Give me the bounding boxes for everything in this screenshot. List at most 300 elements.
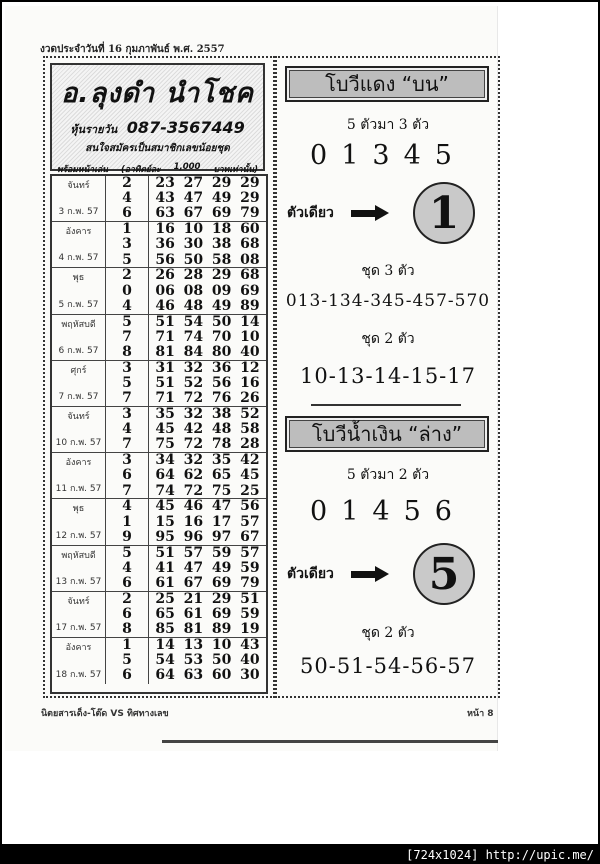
lower-single-row	[287, 543, 487, 605]
row-digit: 6	[122, 605, 132, 622]
number-value: 69	[240, 282, 260, 299]
table-row	[149, 222, 266, 237]
day-cell	[52, 176, 106, 221]
day-date: 18 ก.พ. 57	[55, 670, 102, 681]
row-digit: 6	[122, 467, 132, 484]
number-value: 65	[155, 605, 175, 622]
number-value: 75	[211, 482, 232, 499]
number-value: 35	[155, 405, 175, 422]
number-value: 64	[155, 667, 175, 684]
number-value: 42	[183, 421, 204, 438]
number-value: 61	[155, 574, 175, 591]
number-value: 30	[240, 667, 260, 684]
number-value: 52	[240, 405, 260, 422]
row-digit: 7	[122, 482, 132, 499]
lower-set2-label: ชุด 2 ตัว	[361, 625, 415, 641]
table-group	[52, 268, 266, 314]
row-digit: 4	[122, 498, 132, 515]
row-digit: 3	[122, 359, 132, 376]
number-value: 72	[183, 390, 204, 407]
number-value: 31	[155, 359, 175, 376]
number-value: 48	[211, 421, 232, 438]
row-digit: 9	[122, 528, 132, 545]
table-row	[149, 622, 266, 637]
day-cell	[52, 638, 106, 684]
number-value: 32	[183, 452, 204, 469]
number-value: 34	[155, 452, 175, 469]
table-row	[149, 546, 266, 561]
number-value: 56	[155, 251, 175, 268]
numbers-cell	[149, 315, 266, 360]
digit-cell	[106, 268, 149, 313]
right-arrow-icon	[351, 567, 391, 581]
number-value: 52	[183, 374, 204, 391]
number-value: 40	[240, 343, 260, 360]
number-value: 21	[183, 590, 204, 607]
digit-cell	[106, 546, 149, 591]
day-cell	[52, 546, 106, 591]
table-group	[52, 361, 266, 407]
number-value: 35	[211, 452, 232, 469]
number-value: 78	[211, 436, 232, 453]
table-group	[52, 592, 266, 638]
number-value: 14	[240, 313, 260, 330]
ad-line4-c: 1,000	[173, 162, 201, 172]
number-value: 32	[183, 359, 204, 376]
day-name: จันทร์	[67, 411, 90, 422]
day-date: 12 ก.พ. 57	[55, 530, 102, 541]
number-value: 69	[211, 605, 232, 622]
row-digit: 1	[122, 636, 132, 653]
lower-set2: 50-51-54-56-57	[300, 654, 476, 678]
table-row	[149, 191, 266, 206]
digit-cell	[106, 499, 149, 544]
number-value: 63	[155, 205, 175, 222]
footer-publication: นิตยสารเด็ง-โต๊ด VS ทิศทางเลข	[41, 709, 169, 719]
number-value: 16	[240, 374, 260, 391]
table-group	[52, 453, 266, 499]
ad-title: อ.ลุงดำ นำโชค	[61, 78, 254, 109]
table-group	[52, 499, 266, 545]
table-row	[149, 176, 266, 191]
number-value: 38	[211, 405, 232, 422]
number-value: 71	[155, 328, 175, 345]
ad-line4-d: บาทเท่านั้น)	[213, 165, 258, 175]
number-value: 61	[183, 605, 204, 622]
table-row	[149, 284, 266, 299]
footer-page-number: หน้า 8	[467, 709, 494, 719]
number-value: 47	[183, 559, 204, 576]
day-cell	[52, 453, 106, 498]
number-value: 46	[155, 297, 175, 314]
number-value: 28	[183, 267, 204, 284]
table-group	[52, 176, 266, 222]
number-value: 68	[240, 267, 260, 284]
day-cell	[52, 315, 106, 360]
table-row	[149, 422, 266, 437]
table-group	[52, 222, 266, 268]
row-digit: 6	[122, 574, 132, 591]
page-edge-shadow	[162, 740, 498, 743]
number-value: 48	[183, 297, 204, 314]
number-value: 59	[240, 605, 260, 622]
table-row	[149, 468, 266, 483]
number-value: 43	[155, 190, 175, 207]
row-digit: 7	[122, 328, 132, 345]
number-value: 89	[211, 621, 232, 638]
number-value: 29	[240, 190, 260, 207]
number-value: 51	[155, 374, 175, 391]
number-value: 60	[240, 221, 260, 238]
number-value: 30	[183, 236, 204, 253]
scanned-page	[5, 6, 498, 751]
table-row	[149, 299, 266, 314]
upper-digits: 01345	[310, 140, 466, 171]
upper-set3: 013-134-345-457-570	[285, 291, 491, 311]
number-value: 64	[155, 467, 175, 484]
day-cell	[52, 222, 106, 267]
row-digit: 4	[122, 190, 132, 207]
image-frame	[2, 2, 598, 844]
table-row	[149, 453, 266, 468]
number-value: 81	[155, 343, 175, 360]
number-value: 45	[155, 421, 175, 438]
number-value: 49	[211, 559, 232, 576]
table-row	[149, 484, 266, 499]
number-value: 09	[211, 282, 232, 299]
number-value: 72	[183, 436, 204, 453]
numbers-cell	[149, 546, 266, 591]
number-value: 70	[211, 328, 232, 345]
number-value: 54	[155, 652, 175, 669]
number-value: 13	[183, 636, 204, 653]
digit-cell	[106, 592, 149, 637]
number-value: 50	[183, 251, 204, 268]
number-value: 45	[240, 467, 260, 484]
row-digit: 3	[122, 452, 132, 469]
watermark: [724x1024] http://upic.me/	[406, 848, 594, 862]
number-value: 67	[183, 574, 204, 591]
number-value: 29	[211, 175, 232, 191]
digit-cell	[106, 176, 149, 221]
day-date: 3 ก.พ. 57	[58, 207, 99, 218]
table-group	[52, 407, 266, 453]
table-row	[149, 437, 266, 452]
number-value: 50	[211, 313, 232, 330]
day-name: อังคาร	[65, 458, 92, 469]
lower-digits: 01456	[310, 496, 466, 527]
number-value: 46	[183, 498, 204, 515]
lower-single-circle: 5	[413, 543, 475, 605]
row-digit: 5	[122, 374, 132, 391]
number-value: 49	[211, 297, 232, 314]
row-digit: 2	[122, 590, 132, 607]
number-value: 56	[211, 374, 232, 391]
section-divider	[311, 404, 461, 406]
number-value: 57	[240, 513, 260, 530]
upper-single-row	[287, 182, 487, 244]
number-value: 74	[155, 482, 175, 499]
row-digit: 4	[122, 297, 132, 314]
number-value: 45	[155, 498, 175, 515]
numbers-cell	[149, 592, 266, 637]
day-date: 7 ก.พ. 57	[58, 391, 99, 402]
number-value: 41	[155, 559, 175, 576]
number-value: 18	[211, 221, 232, 238]
number-value: 47	[183, 190, 204, 207]
digit-cell	[106, 453, 149, 498]
day-cell	[52, 268, 106, 313]
ad-phone: 087-3567449	[126, 118, 245, 137]
table-row	[149, 330, 266, 345]
upper-set2: 10-13-14-15-17	[300, 364, 476, 388]
table-row	[149, 561, 266, 576]
number-value: 32	[183, 405, 204, 422]
day-date: 4 ก.พ. 57	[58, 253, 99, 264]
number-value: 51	[155, 313, 175, 330]
number-value: 29	[240, 175, 260, 191]
number-value: 25	[240, 482, 260, 499]
digit-cell	[106, 361, 149, 406]
row-digit: 6	[122, 205, 132, 222]
digit-cell	[106, 222, 149, 267]
table-row	[149, 407, 266, 422]
table-row	[149, 345, 266, 360]
numbers-cell	[149, 222, 266, 267]
table-row	[149, 361, 266, 376]
numbers-cell	[149, 453, 266, 498]
number-value: 72	[183, 482, 204, 499]
day-cell	[52, 499, 106, 544]
table-row	[149, 268, 266, 283]
table-row	[149, 253, 266, 268]
number-value: 76	[211, 390, 232, 407]
row-digit: 3	[122, 405, 132, 422]
row-digit: 5	[122, 251, 132, 268]
number-value: 17	[211, 513, 232, 530]
day-name: พุธ	[72, 273, 85, 284]
upper-set3-label: ชุด 3 ตัว	[361, 263, 415, 279]
right-arrow-icon	[351, 206, 391, 220]
table-row	[149, 638, 266, 653]
number-value: 26	[155, 267, 175, 284]
number-value: 84	[183, 343, 204, 360]
ad-box	[50, 63, 265, 175]
number-value: 47	[211, 498, 232, 515]
upper-subtitle: 5 ตัวมา 3 ตัว	[346, 117, 430, 133]
number-value: 67	[183, 205, 204, 222]
number-value: 40	[240, 652, 260, 669]
table-group	[52, 546, 266, 592]
number-value: 16	[155, 221, 175, 238]
number-value: 80	[211, 343, 232, 360]
upper-section-title: โบวีแดง “บน”	[285, 66, 489, 102]
number-value: 89	[240, 297, 260, 314]
upper-set2-label: ชุด 2 ตัว	[361, 331, 415, 347]
table-group	[52, 638, 266, 684]
number-value: 67	[240, 528, 260, 545]
day-name: ศุกร์	[70, 365, 87, 376]
day-date: 6 ก.พ. 57	[58, 345, 99, 356]
table-row	[149, 206, 266, 221]
table-row	[149, 607, 266, 622]
day-name: พฤหัสบดี	[61, 319, 96, 330]
ad-line3: สนใจสมัครเป็นสมาชิกเลขน้อยชุด	[85, 143, 230, 154]
day-name: พุธ	[72, 504, 85, 515]
row-digit: 4	[122, 421, 132, 438]
number-value: 63	[183, 667, 204, 684]
number-value: 96	[183, 528, 204, 545]
day-name: อังคาร	[65, 227, 92, 238]
number-value: 15	[155, 513, 175, 530]
numbers-cell	[149, 268, 266, 313]
number-value: 16	[183, 513, 204, 530]
day-name: จันทร์	[67, 181, 90, 191]
number-value: 81	[183, 621, 204, 638]
row-digit: 5	[122, 652, 132, 669]
number-value: 10	[240, 328, 260, 345]
digit-cell	[106, 638, 149, 684]
lower-section-title: โบวีน้ำเงิน “ล่าง”	[285, 416, 489, 452]
table-row	[149, 576, 266, 591]
day-date: 11 ก.พ. 57	[55, 484, 102, 495]
number-value: 59	[240, 559, 260, 576]
row-digit: 0	[122, 282, 132, 299]
day-date: 10 ก.พ. 57	[55, 438, 102, 449]
table-row	[149, 515, 266, 530]
upper-single-label: ตัวเดียว	[287, 205, 334, 221]
table-row	[149, 653, 266, 668]
day-date: 17 ก.พ. 57	[55, 622, 102, 633]
numbers-cell	[149, 361, 266, 406]
number-value: 12	[240, 359, 260, 376]
row-digit: 6	[122, 667, 132, 684]
number-value: 49	[211, 190, 232, 207]
number-value: 85	[155, 621, 175, 638]
number-value: 25	[155, 590, 175, 607]
number-value: 79	[240, 205, 260, 222]
table-row	[149, 315, 266, 330]
row-digit: 7	[122, 436, 132, 453]
table-row	[149, 237, 266, 252]
day-date: 13 ก.พ. 57	[55, 576, 102, 587]
number-value: 95	[155, 528, 175, 545]
number-value: 58	[211, 251, 232, 268]
number-value: 58	[240, 421, 260, 438]
number-value: 29	[211, 590, 232, 607]
number-value: 06	[155, 282, 175, 299]
number-value: 36	[211, 359, 232, 376]
number-value: 43	[240, 636, 260, 653]
ad-phone-row	[52, 118, 263, 138]
number-value: 26	[240, 390, 260, 407]
number-value: 51	[155, 544, 175, 561]
number-value: 10	[183, 221, 204, 238]
number-value: 60	[211, 667, 232, 684]
number-value: 10	[211, 636, 232, 653]
number-value: 59	[211, 544, 232, 561]
number-value: 27	[183, 175, 204, 191]
table-row	[149, 391, 266, 406]
row-digit: 2	[122, 175, 132, 191]
number-value: 51	[240, 590, 260, 607]
number-value: 62	[183, 467, 204, 484]
number-value: 14	[155, 636, 175, 653]
number-value: 19	[240, 621, 260, 638]
ad-line4-b: (อาทิตย์ละ	[120, 165, 161, 175]
day-cell	[52, 407, 106, 452]
row-digit: 8	[122, 343, 132, 360]
row-digit: 2	[122, 267, 132, 284]
lower-subtitle: 5 ตัวมา 2 ตัว	[346, 467, 430, 483]
number-value: 97	[211, 528, 232, 545]
number-value: 65	[211, 467, 232, 484]
numbers-cell	[149, 176, 266, 221]
number-value: 42	[240, 452, 260, 469]
number-value: 23	[155, 175, 175, 191]
table-row	[149, 376, 266, 391]
number-value: 36	[155, 236, 175, 253]
digit-cell	[106, 315, 149, 360]
day-name: จันทร์	[67, 596, 90, 607]
stats-table	[50, 174, 268, 694]
number-value: 56	[240, 498, 260, 515]
numbers-cell	[149, 499, 266, 544]
day-name: อังคาร	[65, 642, 92, 653]
row-digit: 7	[122, 390, 132, 407]
numbers-cell	[149, 638, 266, 684]
number-value: 57	[183, 544, 204, 561]
number-value: 53	[183, 652, 204, 669]
day-name: พฤหัสบดี	[61, 550, 96, 561]
number-value: 54	[183, 313, 204, 330]
number-value: 71	[155, 390, 175, 407]
number-value: 69	[211, 205, 232, 222]
table-group	[52, 315, 266, 361]
row-digit: 8	[122, 621, 132, 638]
numbers-cell	[149, 407, 266, 452]
row-digit: 4	[122, 559, 132, 576]
number-value: 57	[240, 544, 260, 561]
row-digit: 3	[122, 236, 132, 253]
table-row	[149, 530, 266, 545]
table-row	[149, 499, 266, 514]
number-value: 68	[240, 236, 260, 253]
lower-single-label: ตัวเดียว	[287, 566, 334, 582]
table-row	[149, 592, 266, 607]
number-value: 38	[211, 236, 232, 253]
row-digit: 5	[122, 313, 132, 330]
table-row	[149, 668, 266, 683]
day-date: 5 ก.พ. 57	[58, 299, 99, 310]
day-cell	[52, 592, 106, 637]
number-value: 75	[155, 436, 175, 453]
number-value: 08	[240, 251, 260, 268]
number-value: 50	[211, 652, 232, 669]
number-value: 08	[183, 282, 204, 299]
day-cell	[52, 361, 106, 406]
row-digit: 1	[122, 221, 132, 238]
number-value: 28	[240, 436, 260, 453]
ad-phone-label: หุ้นรายวัน	[70, 123, 118, 136]
number-value: 69	[211, 574, 232, 591]
row-digit: 1	[122, 513, 132, 530]
number-value: 29	[211, 267, 232, 284]
issue-date: งวดประจำวันที่ 16 กุมภาพันธ์ พ.ศ. 2557	[40, 44, 225, 55]
row-digit: 5	[122, 544, 132, 561]
digit-cell	[106, 407, 149, 452]
upper-single-circle: 1	[413, 182, 475, 244]
